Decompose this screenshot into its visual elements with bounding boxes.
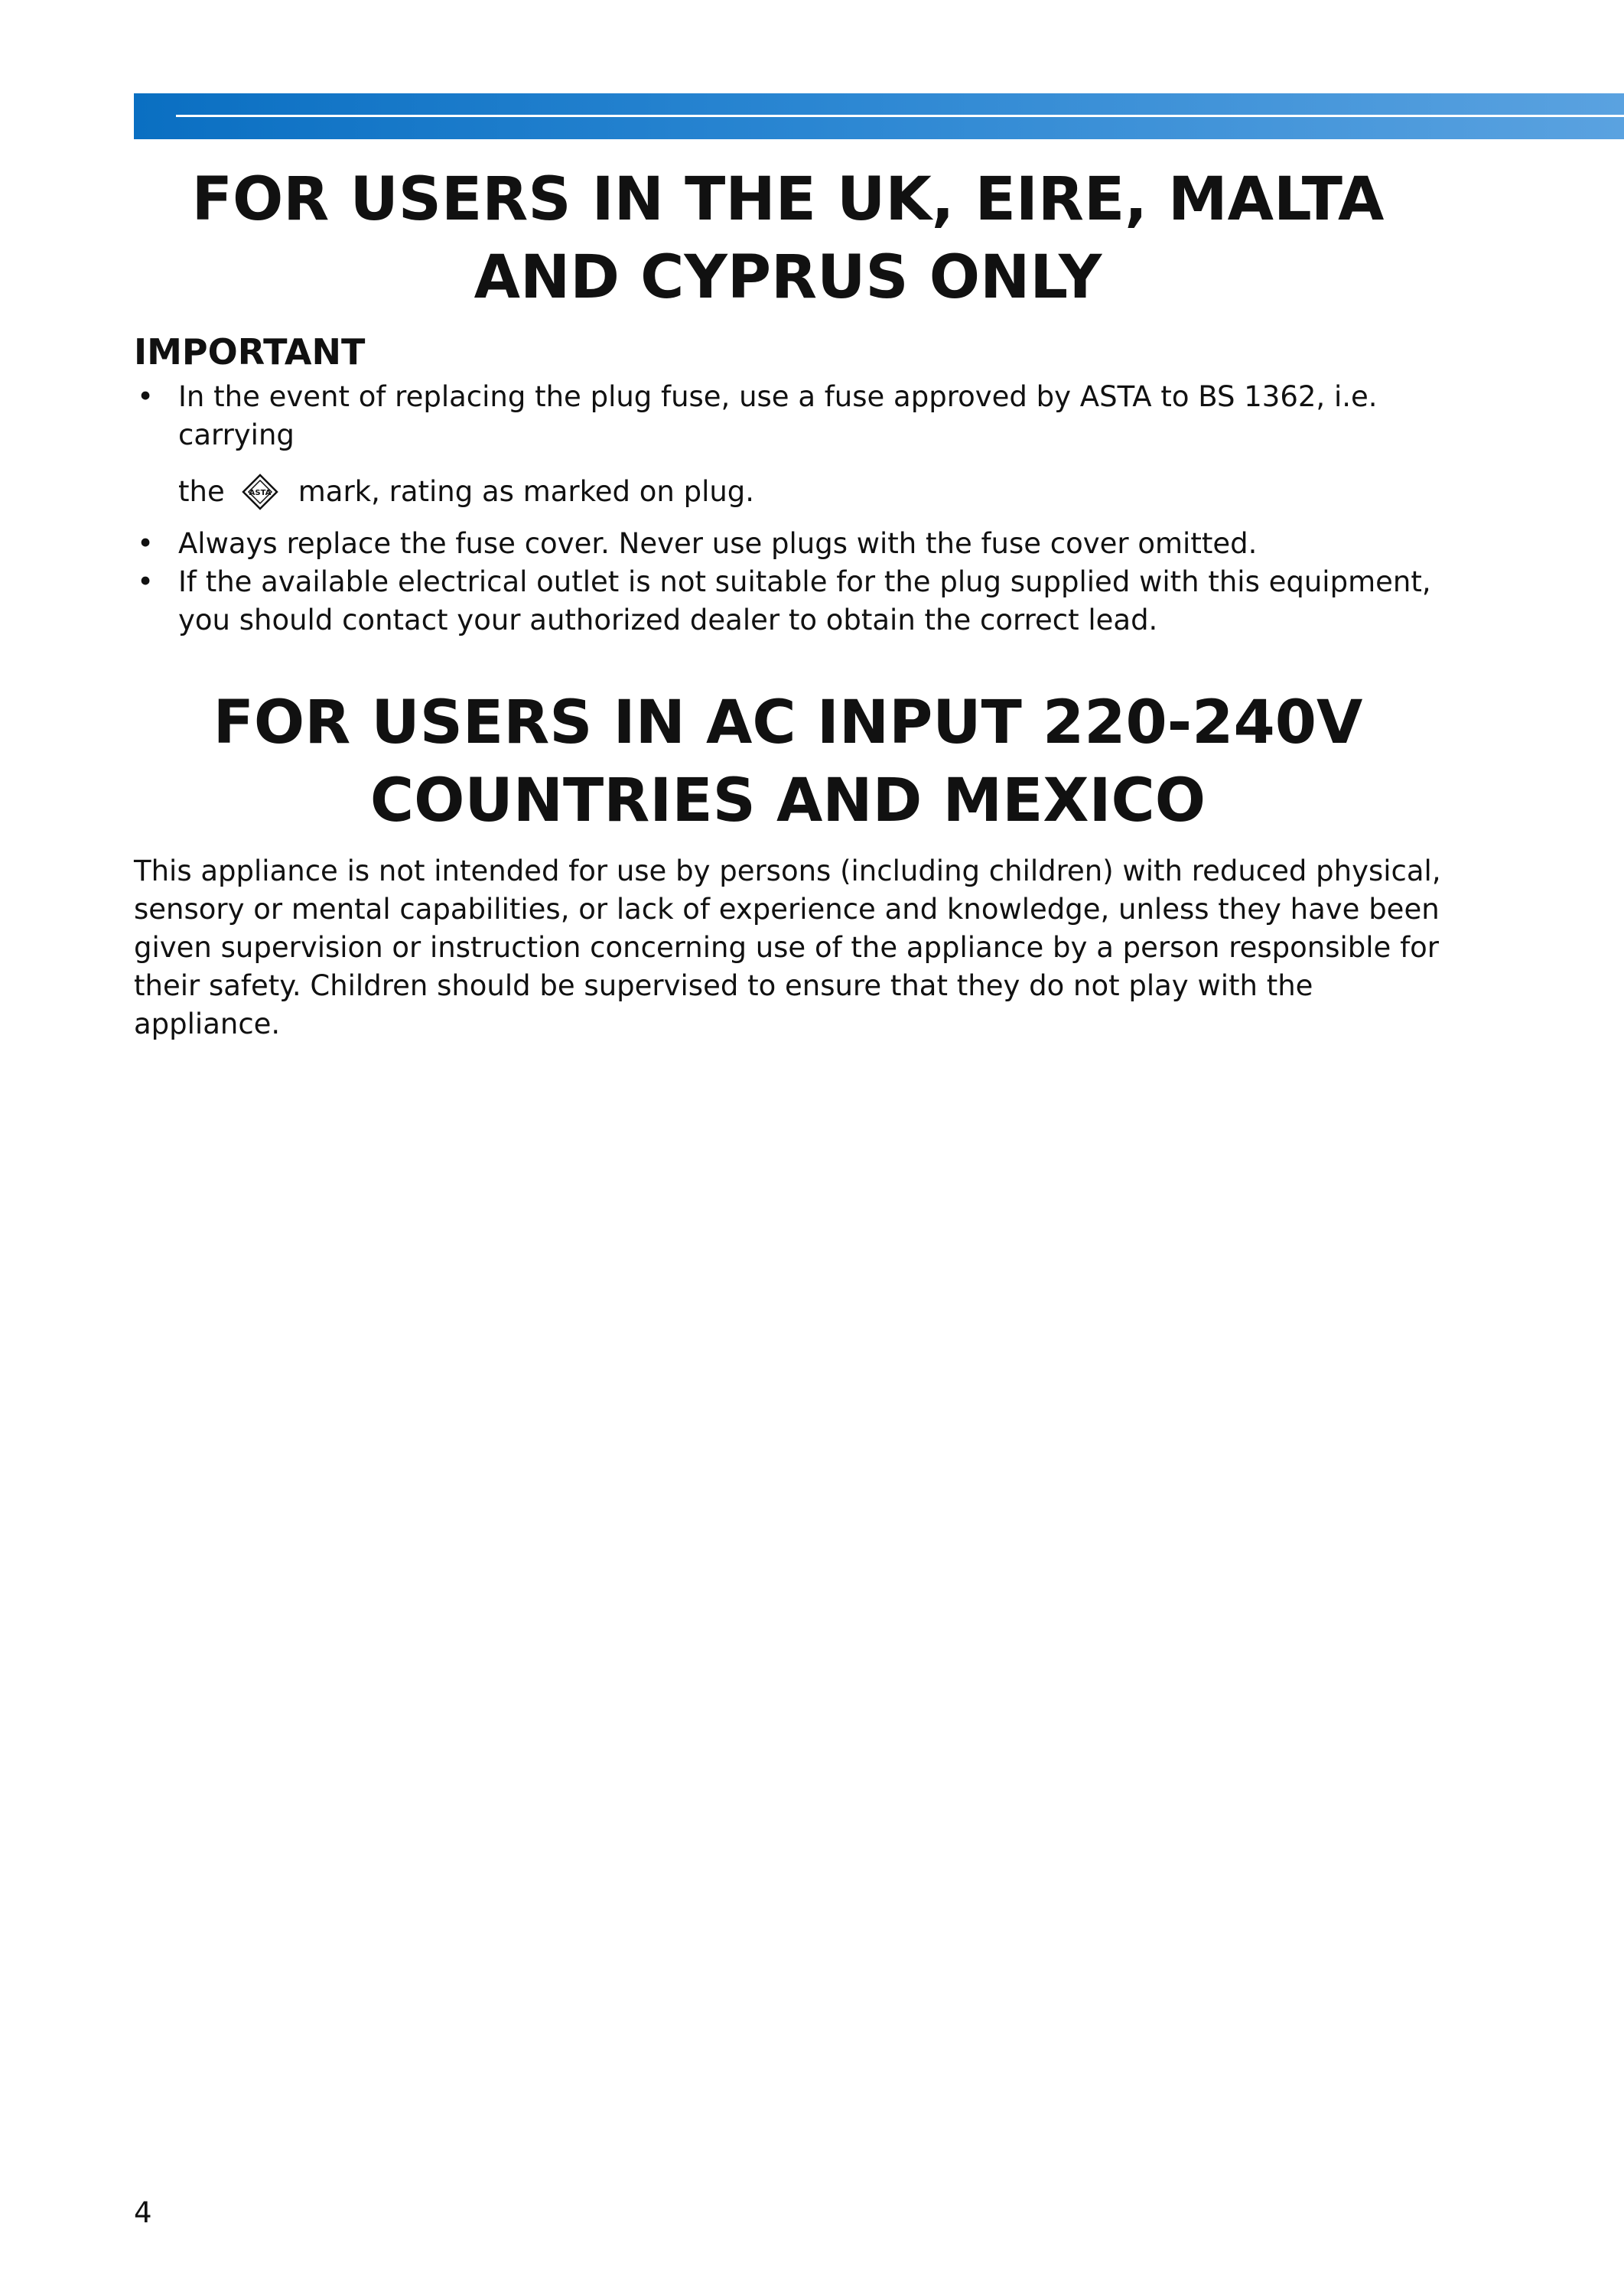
page-number: 4 bbox=[134, 2196, 152, 2229]
fuse-text-line1: In the event of replacing the plug fuse, use a fuse approved by ASTA to BS 1362, i.e. carrying bbox=[178, 380, 1378, 451]
ac-input-title-line1: FOR USERS IN AC INPUT 220-240V bbox=[213, 688, 1363, 757]
bullet-icon: • bbox=[137, 380, 154, 413]
outlet-text: If the available electrical outlet is not suitable for the plug supplied with this equipment, you should contact your authorized dealer to obtain the correct lead. bbox=[178, 565, 1431, 636]
bullet-icon: • bbox=[137, 565, 154, 598]
ac-input-title-line2: COUNTRIES AND MEXICO bbox=[369, 767, 1206, 835]
ac-input-section-title bbox=[134, 684, 1442, 840]
header-rule-line bbox=[176, 115, 1624, 117]
fuse-text-after-mark: mark, rating as marked on plug. bbox=[298, 475, 755, 508]
important-bullet-list bbox=[134, 378, 1442, 640]
uk-section-title bbox=[134, 161, 1442, 317]
appliance-use-paragraph: This appliance is not intended for use by persons (including children) with reduced physical, sensory or mental capabilities, or lack of experience and knowledge, unless they have been given supervision or instruction concerning use of the appliance by a person responsible for their safety. Children should be supervised to ensure that they do not play with the appliance. bbox=[134, 855, 1441, 1040]
fuse-cover-text: Always replace the fuse cover. Never use plugs with the fuse cover omitted. bbox=[178, 527, 1258, 560]
list-item-fuse bbox=[134, 378, 1442, 511]
uk-section-title-line1: FOR USERS IN THE UK, EIRE, MALTA bbox=[191, 165, 1385, 234]
asta-mark-label: ASTA bbox=[249, 489, 272, 497]
bullet-icon: • bbox=[137, 527, 154, 560]
important-heading: IMPORTANT bbox=[134, 331, 366, 373]
list-item-fuse-cover bbox=[134, 525, 1442, 563]
asta-mark-icon bbox=[242, 474, 278, 510]
uk-section-title-line2: AND CYPRUS ONLY bbox=[474, 243, 1102, 312]
list-item-outlet bbox=[134, 563, 1442, 640]
page-content bbox=[134, 153, 1442, 1043]
fuse-text-before-mark: the bbox=[178, 475, 225, 508]
fuse-text-line2 bbox=[178, 473, 1442, 511]
